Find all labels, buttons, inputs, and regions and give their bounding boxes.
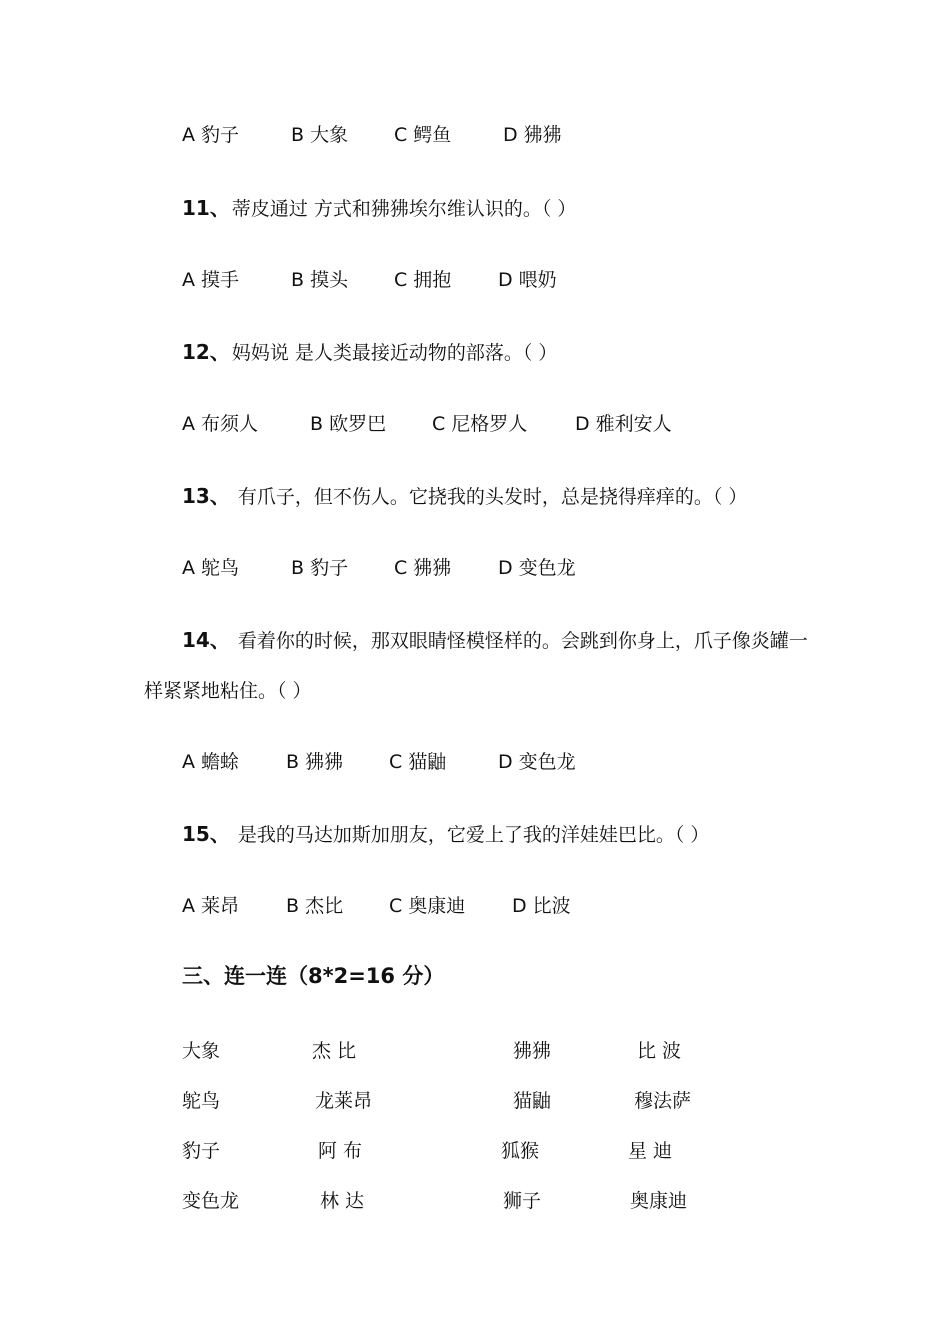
q12-option-a: A 布须人 bbox=[182, 413, 259, 435]
q15-option-b: B 杰比 bbox=[286, 895, 344, 917]
section-3-heading: 三、连一连（8*2=16 分） bbox=[182, 964, 445, 988]
question-14 bbox=[182, 628, 808, 653]
q14-option-c: C 猫鼬 bbox=[389, 751, 447, 773]
question-text: 是我的马达加斯加朋友，它爱上了我的洋娃娃巴比。（ ） bbox=[231, 824, 710, 846]
q13-option-a: A 鸵鸟 bbox=[182, 557, 240, 579]
match-cell: 奥康迪 bbox=[630, 1190, 688, 1212]
match-cell: 林 达 bbox=[320, 1190, 365, 1212]
q15-option-a: A 莱昂 bbox=[182, 895, 240, 917]
q15-option-c: C 奥康迪 bbox=[389, 895, 466, 917]
question-number: 13、 bbox=[182, 484, 230, 508]
match-cell: 比 波 bbox=[637, 1040, 682, 1062]
match-cell: 星 迪 bbox=[628, 1140, 673, 1162]
question-text: 有爪子，但不伤人。它挠我的头发时，总是挠得痒痒的。（ ） bbox=[231, 486, 748, 508]
question-13 bbox=[182, 484, 747, 509]
match-cell: 狒狒 bbox=[513, 1040, 552, 1062]
match-cell: 狮子 bbox=[503, 1190, 542, 1212]
q15-option-d: D 比波 bbox=[512, 895, 571, 917]
question-number: 15、 bbox=[182, 822, 230, 846]
question-text-line-2: 样紧紧地粘住。（ ） bbox=[144, 680, 312, 702]
match-cell: 豹子 bbox=[182, 1140, 221, 1162]
q11-option-c: C 拥抱 bbox=[394, 269, 452, 291]
q14-option-b: B 狒狒 bbox=[286, 751, 344, 773]
match-cell: 龙莱昂 bbox=[315, 1090, 373, 1112]
question-number: 14、 bbox=[182, 628, 230, 652]
question-12 bbox=[182, 340, 557, 365]
q12-option-d: D 雅利安人 bbox=[575, 413, 672, 435]
match-cell: 狐猴 bbox=[501, 1140, 540, 1162]
q14-option-a: A 蟾蜍 bbox=[182, 751, 240, 773]
q13-option-d: D 变色龙 bbox=[498, 557, 576, 579]
match-cell: 变色龙 bbox=[182, 1190, 240, 1212]
q11-option-d: D 喂奶 bbox=[498, 269, 557, 291]
q12-option-c: C 尼格罗人 bbox=[432, 413, 528, 435]
match-cell: 鸵鸟 bbox=[182, 1090, 221, 1112]
q10-option-a: A 豹子 bbox=[182, 124, 240, 146]
match-cell: 大象 bbox=[182, 1040, 221, 1062]
q11-option-b: B 摸头 bbox=[291, 269, 349, 291]
match-cell: 杰 比 bbox=[312, 1040, 357, 1062]
question-text: 蒂皮通过 方式和狒狒埃尔维认识的。（ ） bbox=[231, 198, 577, 220]
question-15 bbox=[182, 822, 709, 847]
q10-option-b: B 大象 bbox=[291, 124, 349, 146]
match-cell: 猫鼬 bbox=[513, 1090, 552, 1112]
q13-option-c: C 狒狒 bbox=[394, 557, 452, 579]
question-14-continuation bbox=[144, 679, 312, 703]
question-11 bbox=[182, 196, 576, 221]
q13-option-b: B 豹子 bbox=[291, 557, 349, 579]
question-text: 妈妈说 是人类最接近动物的部落。（ ） bbox=[231, 342, 558, 364]
q11-option-a: A 摸手 bbox=[182, 269, 240, 291]
q10-option-c: C 鳄鱼 bbox=[394, 124, 452, 146]
match-cell: 穆法萨 bbox=[634, 1090, 692, 1112]
question-number: 11、 bbox=[182, 196, 230, 220]
q10-option-d: D 狒狒 bbox=[503, 124, 562, 146]
q12-option-b: B 欧罗巴 bbox=[310, 413, 387, 435]
match-cell: 阿 布 bbox=[318, 1140, 363, 1162]
q14-option-d: D 变色龙 bbox=[498, 751, 576, 773]
question-text-line-1: 看着你的时候，那双眼睛怪模怪样的。会跳到你身上，爪子像炎罐一 bbox=[231, 630, 808, 652]
question-number: 12、 bbox=[182, 340, 230, 364]
